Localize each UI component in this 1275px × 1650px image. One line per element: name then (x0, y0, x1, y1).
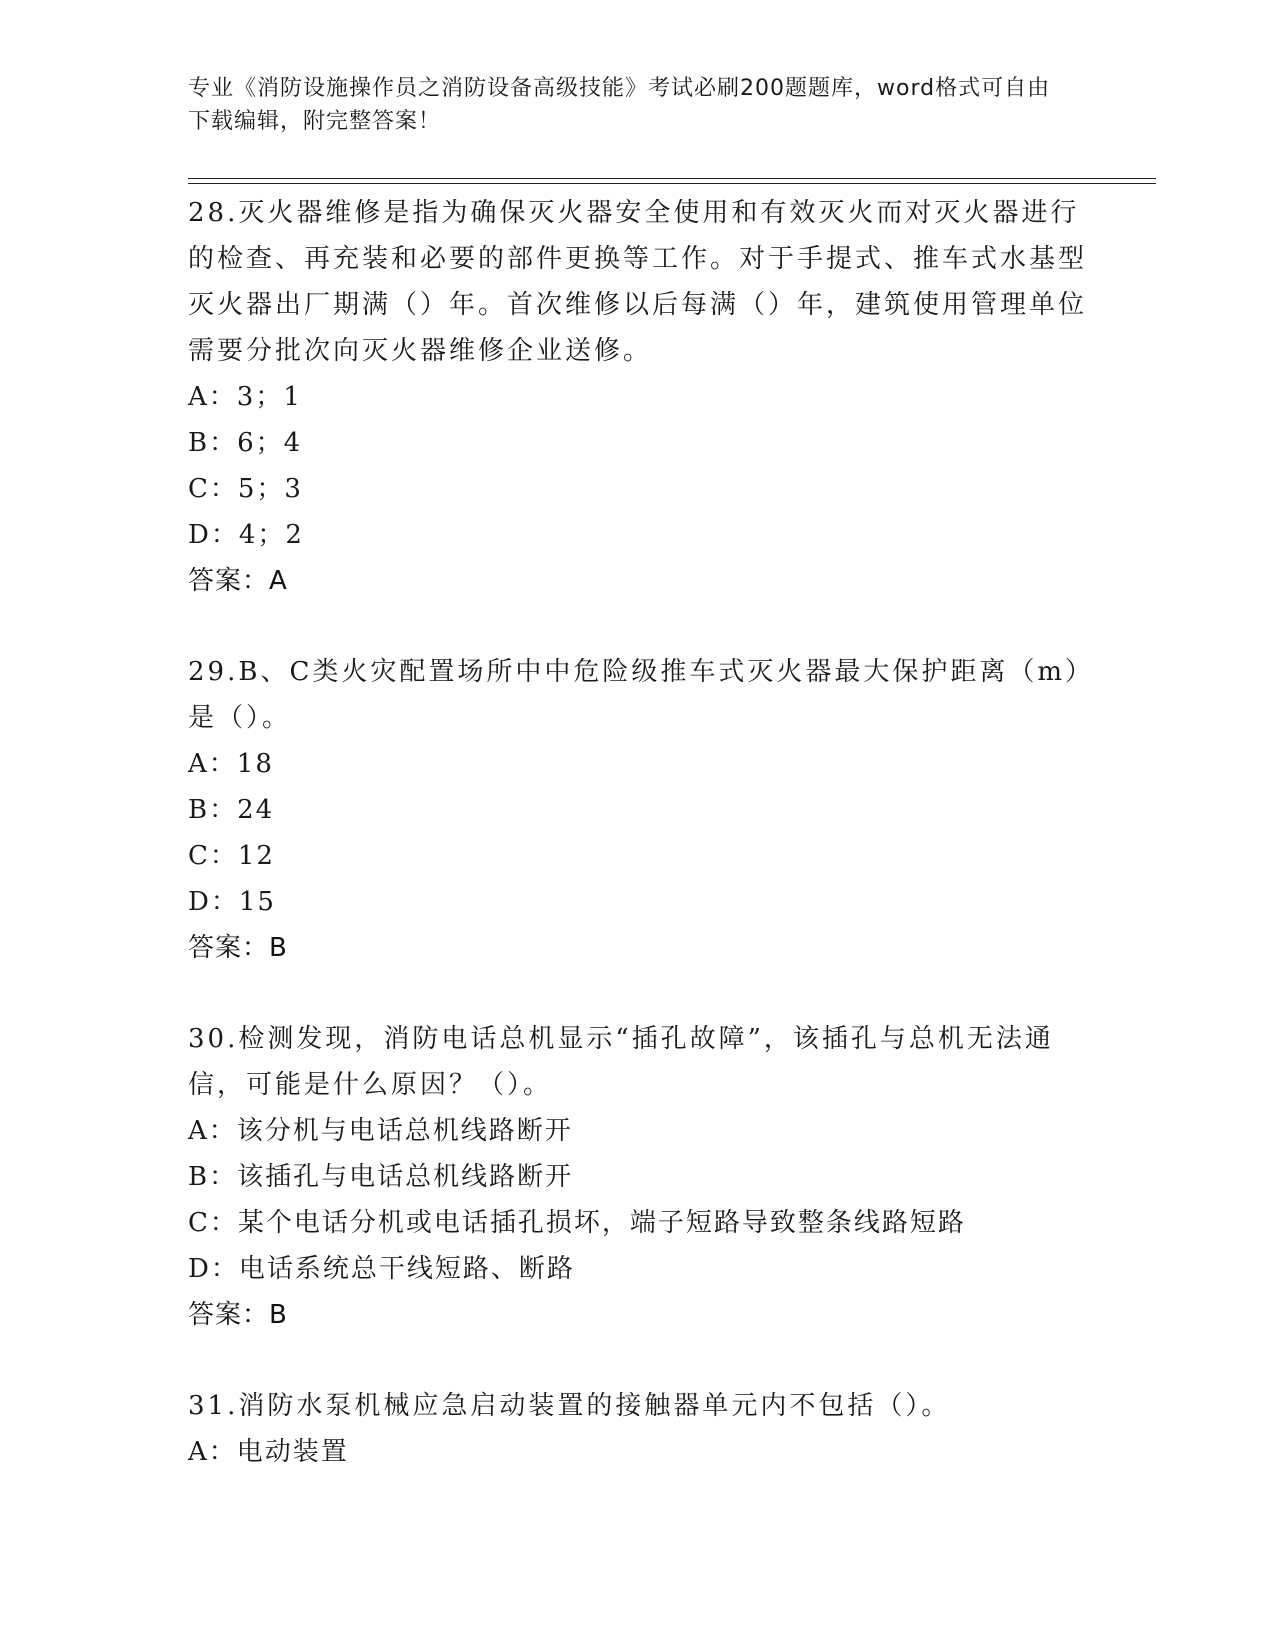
option-c: C：某个电话分机或电话插孔损坏，端子短路导致整条线路短路 (188, 1208, 966, 1238)
document-header: 专业《消防设施操作员之消防设备高级技能》考试必刷200题题库，word格式可自由下载编辑，附完整答案！ (188, 76, 1051, 134)
option-b: B：24 (188, 795, 275, 825)
question-30 (188, 1016, 1088, 1338)
question-text: 30.检测发现，消防电话总机显示“插孔故障”，该插孔与总机无法通信，可能是什么原因？（）。 (188, 1024, 1054, 1100)
option-a: A：电动装置 (188, 1437, 349, 1467)
answer-line: 答案：B (188, 1300, 288, 1330)
option-b: B：6；4 (188, 428, 303, 458)
answer-line: 答案：B (188, 933, 288, 963)
answer-line: 答案：A (188, 566, 288, 596)
question-list (188, 190, 1088, 1475)
option-a: A：3；1 (188, 382, 302, 412)
question-28 (188, 190, 1088, 604)
header-divider-top (188, 178, 1156, 179)
option-c: C：12 (188, 841, 275, 871)
question-29 (188, 649, 1088, 971)
option-d: D：电话系统总干线短路、断路 (188, 1254, 575, 1284)
option-c: C：5；3 (188, 474, 303, 504)
option-b: B：该插孔与电话总机线路断开 (188, 1162, 574, 1192)
question-text: 31.消防水泵机械应急启动装置的接触器单元内不包括（）。 (188, 1391, 951, 1421)
option-d: D：15 (188, 887, 276, 917)
question-text: 29.B、C类火灾配置场所中中危险级推车式灭火器最大保护距离（m）是（）。 (188, 657, 1082, 733)
option-a: A：该分机与电话总机线路断开 (188, 1116, 573, 1146)
header-divider-bottom (188, 183, 1156, 184)
question-31 (188, 1383, 1088, 1475)
option-d: D：4；2 (188, 520, 304, 550)
option-a: A：18 (188, 749, 274, 779)
question-text: 28.灭火器维修是指为确保灭火器安全使用和有效灭火而对灭火器进行的检查、再充装和必要的部件更换等工作。对于手提式、推车式水基型灭火器出厂期满（）年。首次维修以后每满（）年，建筑使用管理单位需要分批次向灭火器维修企业送修。 (188, 198, 1088, 366)
